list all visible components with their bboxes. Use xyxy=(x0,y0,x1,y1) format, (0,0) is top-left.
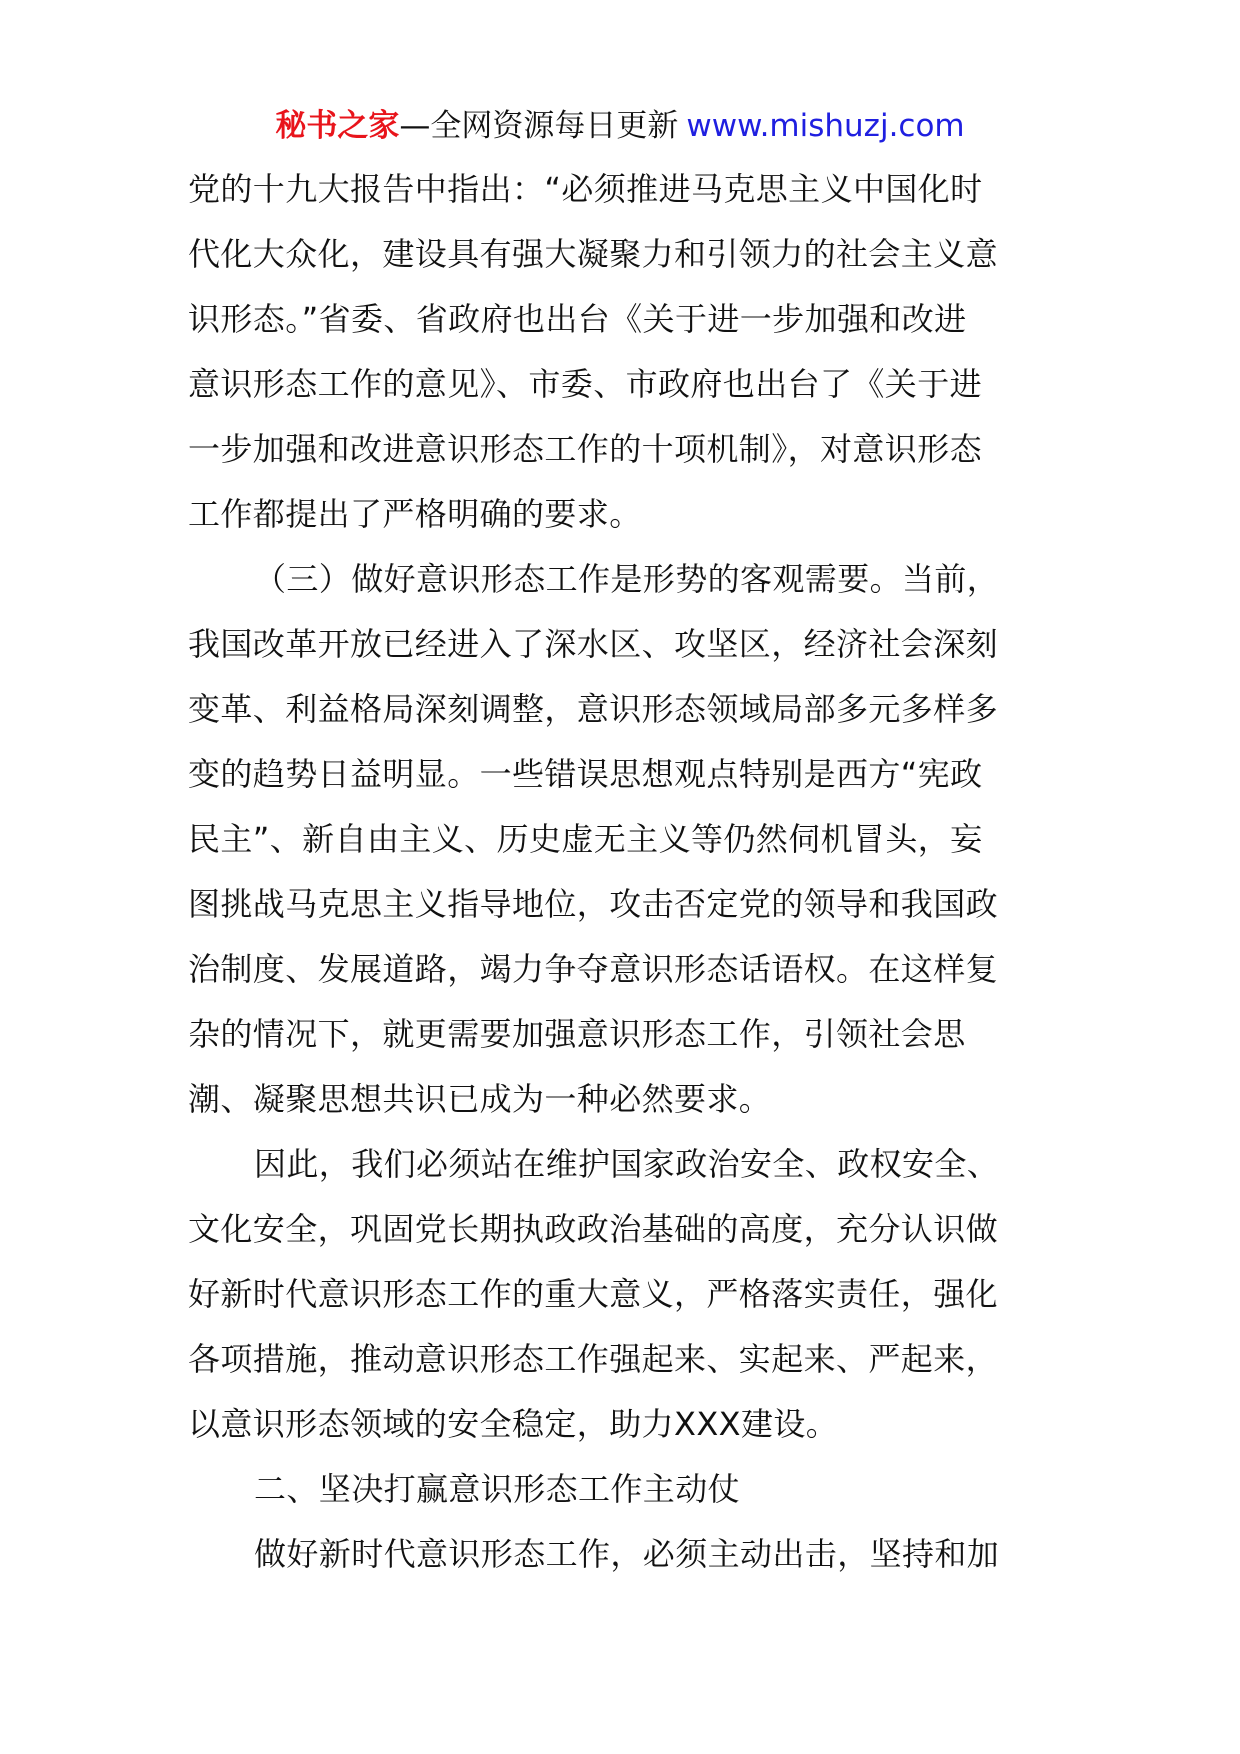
header-dash: — xyxy=(399,108,431,144)
text-line: 以意识形态领域的安全稳定，助力XXX建设。 xyxy=(188,1405,839,1443)
site-header xyxy=(0,96,1240,156)
text-line: 一步加强和改进意识形态工作的十项机制》，对意识形态 xyxy=(188,430,983,468)
text-line: 变的趋势日益明显。一些错误思想观点特别是西方“宪政 xyxy=(188,755,983,793)
text-line: 杂的情况下，就更需要加强意识形态工作，引领社会思 xyxy=(188,1015,966,1053)
text-line: 好新时代意识形态工作的重大意义，严格落实责任，强化 xyxy=(188,1275,999,1313)
text-line: 图挑战马克思主义指导地位，攻击否定党的领导和我国政 xyxy=(188,885,999,923)
text-line: 意识形态工作的意见》、市委、市政府也出台了《关于进 xyxy=(188,365,983,403)
text-line: 识形态。”省委、省政府也出台《关于进一步加强和改进 xyxy=(188,300,967,338)
text-line: 二、坚决打赢意识形态工作主动仗 xyxy=(254,1470,741,1508)
text-line: 党的十九大报告中指出：“必须推进马克思主义中国化时 xyxy=(188,170,983,208)
text-line: 因此，我们必须站在维护国家政治安全、政权安全、 xyxy=(254,1145,1000,1183)
site-url[interactable]: www.mishuzj.com xyxy=(686,108,965,144)
text-line: 潮、凝聚思想共识已成为一种必然要求。 xyxy=(188,1080,772,1118)
text-line: 各项措施，推动意识形态工作强起来、实起来、严起来， xyxy=(188,1340,999,1378)
text-line: 变革、利益格局深刻调整，意识形态领域局部多元多样多 xyxy=(188,690,999,728)
document-body xyxy=(188,157,1058,1587)
site-brand: 秘书之家 xyxy=(275,108,400,144)
text-line: 治制度、发展道路，竭力争夺意识形态话语权。在这样复 xyxy=(188,950,999,988)
text-line: 我国改革开放已经进入了深水区、攻坚区，经济社会深刻 xyxy=(188,625,999,663)
text-line: 文化安全，巩固党长期执政政治基础的高度，充分认识做 xyxy=(188,1210,999,1248)
text-line: （三）做好意识形态工作是形势的客观需要。当前， xyxy=(254,560,1000,598)
text-line: 代化大众化，建设具有强大凝聚力和引领力的社会主义意 xyxy=(188,235,999,273)
text-line: 民主”、新自由主义、历史虚无主义等仍然伺机冒头，妄 xyxy=(188,820,983,858)
text-line: 工作都提出了严格明确的要求。 xyxy=(188,495,642,533)
text-line: 做好新时代意识形态工作，必须主动出击，坚持和加 xyxy=(254,1535,1000,1573)
site-tagline: 全网资源每日更新 xyxy=(430,108,679,144)
